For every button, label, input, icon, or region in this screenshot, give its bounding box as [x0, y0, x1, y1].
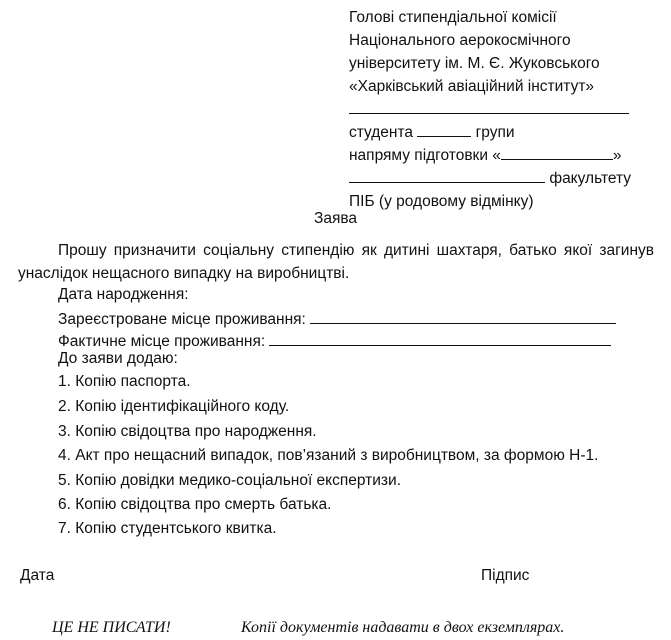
direction-blank [501, 145, 613, 160]
direction-close-quote: » [612, 147, 622, 164]
document-title: Заява [313, 210, 358, 227]
attachment-item: 4. Акт про нещасний випадок, пов’язаний з виробництвом, за формою Н-1. [58, 447, 599, 464]
attachment-item: 1. Копію паспорта. [58, 373, 191, 390]
pib-label: ПІБ (у родовому відмінку) [349, 193, 534, 210]
attachment-item: 2. Копію ідентифікаційного коду. [58, 398, 290, 415]
student-label: студента [349, 124, 414, 141]
group-label: групи [475, 124, 515, 141]
faculty-label: факультету [549, 170, 632, 187]
actual-address-blank [269, 331, 611, 346]
blank-name-line [349, 98, 659, 121]
addressee-line-4: «Харківський авіаційний інститут» [349, 78, 595, 95]
group-blank [417, 122, 471, 137]
addressee-line-3: університету ім. М. Є. Жуковського [349, 55, 600, 72]
addressee-line-2: Національного аерокосмічного [349, 32, 571, 49]
attachments-intro: До заяви додаю: [58, 350, 178, 367]
birth-date-label: Дата народження: [58, 286, 189, 303]
direction-label: напряму підготовки « [349, 147, 501, 164]
addressee-block [349, 6, 659, 213]
registered-address-blank [310, 309, 616, 324]
attachment-item: 6. Копію свідоцтва про смерть батька. [58, 496, 332, 513]
actual-address-line [58, 331, 611, 351]
faculty-line [349, 167, 659, 190]
faculty-blank [349, 168, 545, 183]
registered-address-line [58, 309, 616, 329]
direction-line [349, 144, 659, 167]
actual-address-label: Фактичне місце проживання: [58, 333, 266, 350]
signature-label: Підпис [481, 567, 530, 584]
do-not-write-warning: ЦЕ НЕ ПИСАТИ! [52, 619, 171, 636]
copies-note: Копії документів надавати в двох екземплярах. [241, 619, 565, 636]
addressee-line-1: Голові стипендіальної комісії [349, 9, 557, 26]
request-paragraph: Прошу призначити соціальну стипендію як дитині шахтаря, батько якої загинув унаслідок нещасного випадку на виробництві. [18, 242, 654, 282]
date-label: Дата [20, 567, 55, 584]
student-group-line [349, 121, 659, 144]
attachment-item: 7. Копію студентського квитка. [58, 520, 277, 537]
attachment-item: 3. Копію свідоцтва про народження. [58, 423, 317, 440]
registered-address-label: Зареєстроване місце проживання: [58, 311, 306, 328]
attachment-item: 5. Копію довідки медико-соціальної експертизи. [58, 472, 402, 489]
